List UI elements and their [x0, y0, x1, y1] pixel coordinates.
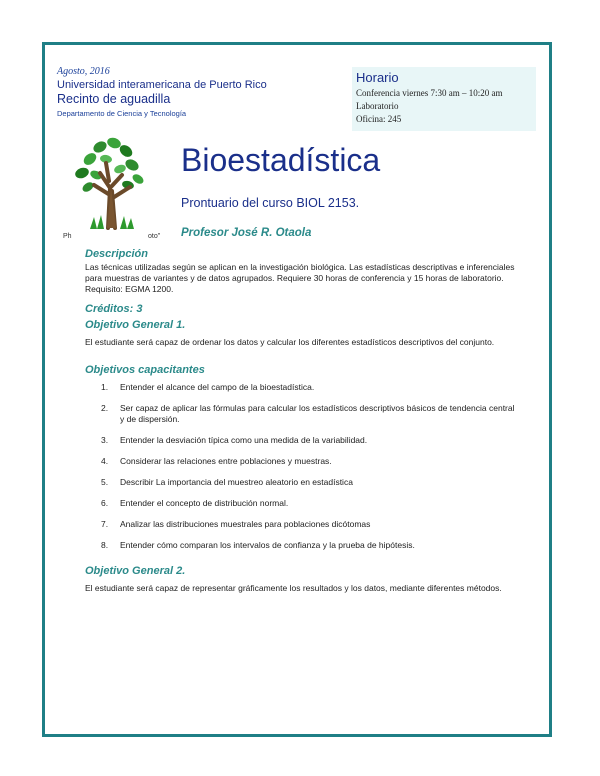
course-subtitle: Prontuario del curso BIOL 2153.	[181, 196, 360, 210]
list-item: 5. Describir La importancia del muestreo aleatorio en estadística	[101, 477, 353, 487]
description-text: Las técnicas utilizadas según se aplican en la investigación biológica. Las estadísticas descriptivas e inferenciales para muestras de variantes y de datos agrupados. Requiere 30 horas de conferencia y 15 horas de laboratorio. Requisito: EGMA 1200.	[85, 262, 515, 294]
list-item: 2. Ser capaz de aplicar las fórmulas para calcular los estadísticos descriptivos básicos de tendencia central y de dispersión.	[101, 403, 515, 424]
list-item: 7. Analizar las distribuciones muestrales para poblaciones dicótomas	[101, 519, 371, 529]
schedule-box	[352, 67, 536, 131]
objectives-heading: Objetivos capacitantes	[85, 364, 205, 376]
photo-caption-right: oto"	[148, 233, 161, 240]
schedule-line: Laboratorio	[356, 101, 399, 111]
tree-illustration	[70, 133, 152, 233]
objective-2-text: El estudiante será capaz de representar gráficamente los resultados y los datos, mediante diferentes métodos.	[85, 583, 502, 593]
university-name: Universidad interamericana de Puerto Rico	[57, 79, 267, 91]
syllabus-content	[85, 248, 520, 594]
institution-header	[57, 66, 337, 118]
photo-caption-left: Ph	[63, 233, 72, 240]
objectives-list	[85, 382, 520, 551]
list-item: 1. Entender el alcance del campo de la bioestadística.	[101, 382, 315, 392]
list-item: 3. Entender la desviación típica como una medida de la variabilidad.	[101, 435, 368, 445]
schedule-line: Conferencia viernes 7:30 am – 10:20 am	[356, 88, 503, 98]
campus-name: Recinto de aguadilla	[57, 92, 171, 106]
date: Agosto, 2016	[57, 66, 110, 77]
objective-1-heading: Objetivo General 1.	[85, 319, 186, 331]
objective-2-heading: Objetivo General 2.	[85, 565, 186, 577]
objective-1-text: El estudiante será capaz de ordenar los datos y calcular los diferentes estadísticos descriptivos del conjunto.	[85, 337, 495, 347]
schedule-title: Horario	[356, 70, 399, 85]
description-heading: Descripción	[85, 248, 148, 260]
course-title: Bioestadística	[181, 142, 381, 178]
list-item: 4. Considerar las relaciones entre poblaciones y muestras.	[101, 456, 332, 466]
list-item: 6. Entender el concepto de distribución normal.	[101, 498, 289, 508]
credits-heading: Créditos: 3	[85, 303, 143, 315]
department-name: Departamento de Ciencia y Tecnología	[57, 109, 187, 118]
schedule-line: Oficina: 245	[356, 114, 402, 124]
list-item: 8. Entender cómo comparan los intervalos de confianza y la prueba de hipótesis.	[101, 540, 415, 550]
professor-name: Profesor José R. Otaola	[181, 227, 312, 239]
